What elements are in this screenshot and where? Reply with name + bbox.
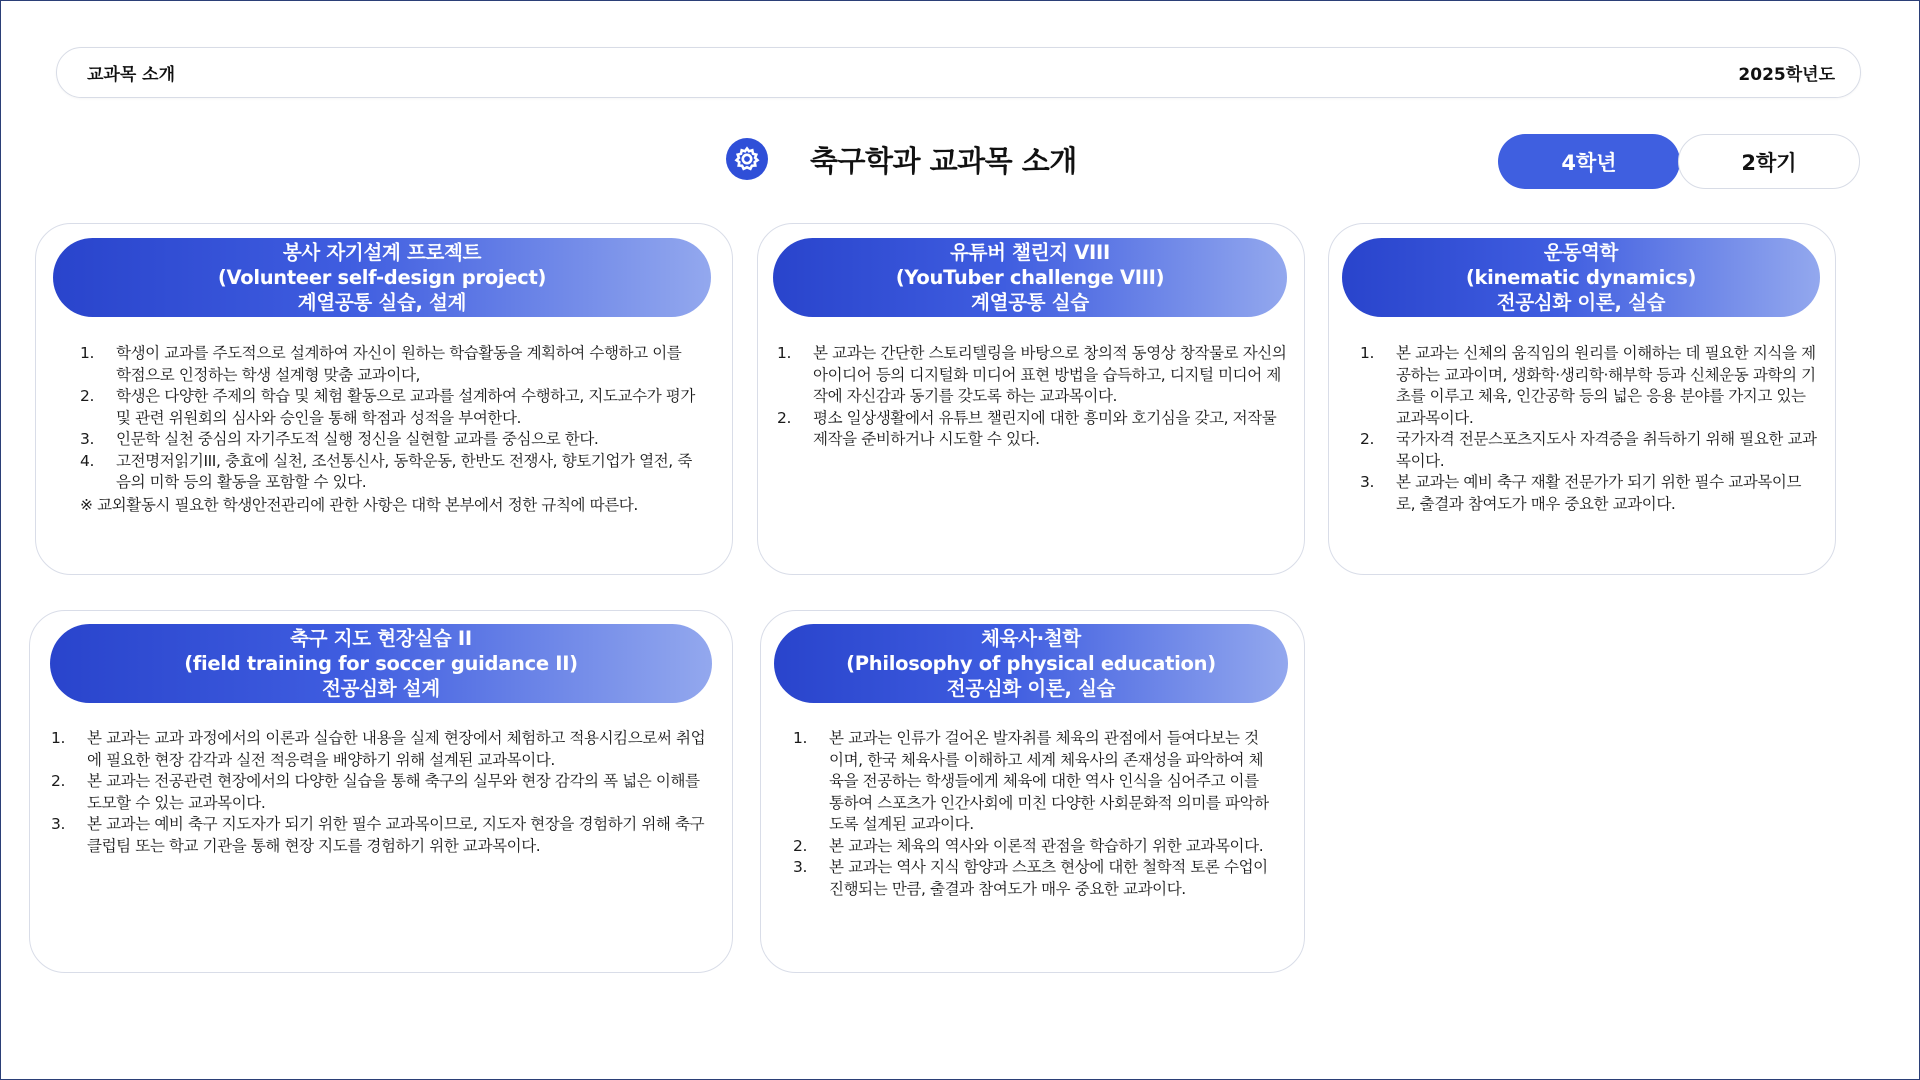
course-english-title: (Volunteer self-design project) (217, 266, 547, 289)
course-category: 계열공통 실습, 설계 (297, 291, 467, 314)
list-item: 2. 본 교과는 체육의 역사와 이론적 관점을 학습하기 위한 교과목이다. (793, 836, 1264, 855)
section-label: 교과목 소개 (87, 65, 176, 85)
list-item: 1. 본 교과는 교과 과정에서의 이론과 실습한 내용을 실제 현장에서 체험하고 적용시킴으로써 취업에 필요한 현장 감각과 실전 적응력을 배양하기 위해 설계된 교과목이다. (51, 729, 706, 769)
list-item: 3. 인문학 실천 중심의 자기주도적 실행 정신을 실현할 교과를 중심으로 한다. (80, 430, 599, 448)
page-title: 축구학과 교과목 소개 (810, 143, 1077, 178)
course-title: 유튜버 챌린지 VIII (950, 241, 1110, 264)
course-category: 전공심화 이론, 실습 (946, 677, 1116, 700)
course-category: 계열공통 실습 (971, 291, 1089, 314)
course-category: 전공심화 설계 (322, 677, 440, 700)
list-item: 2. 학생은 다양한 주제의 학습 및 체험 활동으로 교과를 설계하여 수행하고, 지도교수가 평가 및 관련 위원회의 심사와 승인을 통해 학점과 성적을 부여한다. (80, 387, 695, 427)
course-description (1360, 343, 1820, 515)
course-english-title: (YouTuber challenge VIII) (895, 266, 1165, 289)
list-item: 2. 평소 일상생활에서 유튜브 챌린지에 대한 흥미와 호기심을 갖고, 저작물 제작을 준비하거나 시도할 수 있다. (777, 408, 1277, 448)
page-title-group (726, 138, 1077, 180)
list-item: 1. 본 교과는 신체의 움직임의 원리를 이해하는 데 필요한 지식을 제공하는 교과이며, 생화학·생리학·해부학 등과 신체운동 과학의 기초를 이루고 체육, 인간공학 등의 넓은 응용 분야를 가지고 있는 교과목이다. (1360, 344, 1816, 427)
list-item: 3. 본 교과는 역사 지식 함양과 스포츠 현상에 대한 철학적 토론 수업이 진행되는 만큼, 출결과 참여도가 매우 중요한 교과이다. (793, 858, 1268, 898)
academic-year-label: 2025학년도 (1738, 65, 1835, 85)
course-category: 전공심화 이론, 실습 (1496, 291, 1666, 314)
course-card-header (50, 624, 712, 703)
course-english-title: (field training for soccer guidance II) (184, 652, 578, 675)
course-card-header (1342, 238, 1820, 317)
semester-tab[interactable]: 2학기 (1678, 134, 1860, 189)
course-title: 운동역학 (1543, 241, 1619, 264)
course-description (51, 728, 716, 857)
list-item: 1. 학생이 교과를 주도적으로 설계하여 자신이 원하는 학습활동을 계획하여 수행하고 이를 학점으로 인정하는 학생 설계형 맞춤 교과이다, (80, 344, 682, 384)
course-card-header (53, 238, 711, 317)
gear-icon (726, 138, 768, 180)
list-item: 1. 본 교과는 간단한 스토리텔링을 바탕으로 창의적 동영상 창작물로 자신의 아이디어 등의 디지털화 미디어 표현 방법을 습득하고, 디지털 미디어 제작에 자신감과 동기를 갖도록 하는 교과목이다. (777, 344, 1287, 405)
list-item: 4. 고전명저읽기III, 충효에 실천, 조선통신사, 동학운동, 한반도 전쟁사, 향토기업가 열전, 죽음의 미학 등의 활동을 포함할 수 있다. (80, 451, 692, 491)
term-selector (1498, 134, 1860, 189)
course-english-title: (Philosophy of physical education) (846, 652, 1216, 675)
grade-tab[interactable]: 4학년 (1498, 134, 1680, 189)
course-card-header (774, 624, 1288, 703)
course-description (80, 343, 695, 516)
top-bar (56, 47, 1861, 98)
course-title: 체육사·철학 (981, 627, 1081, 650)
course-description (777, 343, 1292, 451)
course-note: ※ 교외활동시 필요한 학생안전관리에 관한 사항은 대학 본부에서 정한 규칙에 따른다. (80, 495, 638, 514)
list-item: 2. 본 교과는 전공관련 현장에서의 다양한 실습을 통해 축구의 실무와 현장 감각의 폭 넓은 이해를 도모할 수 있는 교과목이다. (51, 772, 700, 812)
course-english-title: (kinematic dynamics) (1465, 266, 1697, 289)
list-item: 2. 국가자격 전문스포츠지도사 자격증을 취득하기 위해 필요한 교과목이다. (1360, 430, 1817, 470)
course-title: 축구 지도 현장실습 II (290, 627, 472, 650)
list-item: 3. 본 교과는 예비 축구 재활 전문가가 되기 위한 필수 교과목이므로, 출결과 참여도가 매우 중요한 교과이다. (1360, 473, 1802, 513)
course-description (793, 728, 1273, 900)
list-item: 1. 본 교과는 인류가 걸어온 발자취를 체육의 관점에서 들여다보는 것이며, 한국 체육사를 이해하고 세계 체육사의 존재성을 파악하여 체육을 전공하는 학생들에게 체육에 대한 역사 인식을 심어주고 이를 통하여 스포츠가 인간사회에 미친 다양한 사회문화적 의미를 파악하도록 설계된 교과이다. (793, 729, 1269, 833)
course-title: 봉사 자기설계 프로젝트 (282, 241, 482, 264)
course-card-header (773, 238, 1287, 317)
list-item: 3. 본 교과는 예비 축구 지도자가 되기 위한 필수 교과목이므로, 지도자 현장을 경험하기 위해 축구클럽팀 또는 학교 기관을 통해 현장 지도를 경험하기 위한 교과목이다. (51, 815, 705, 855)
